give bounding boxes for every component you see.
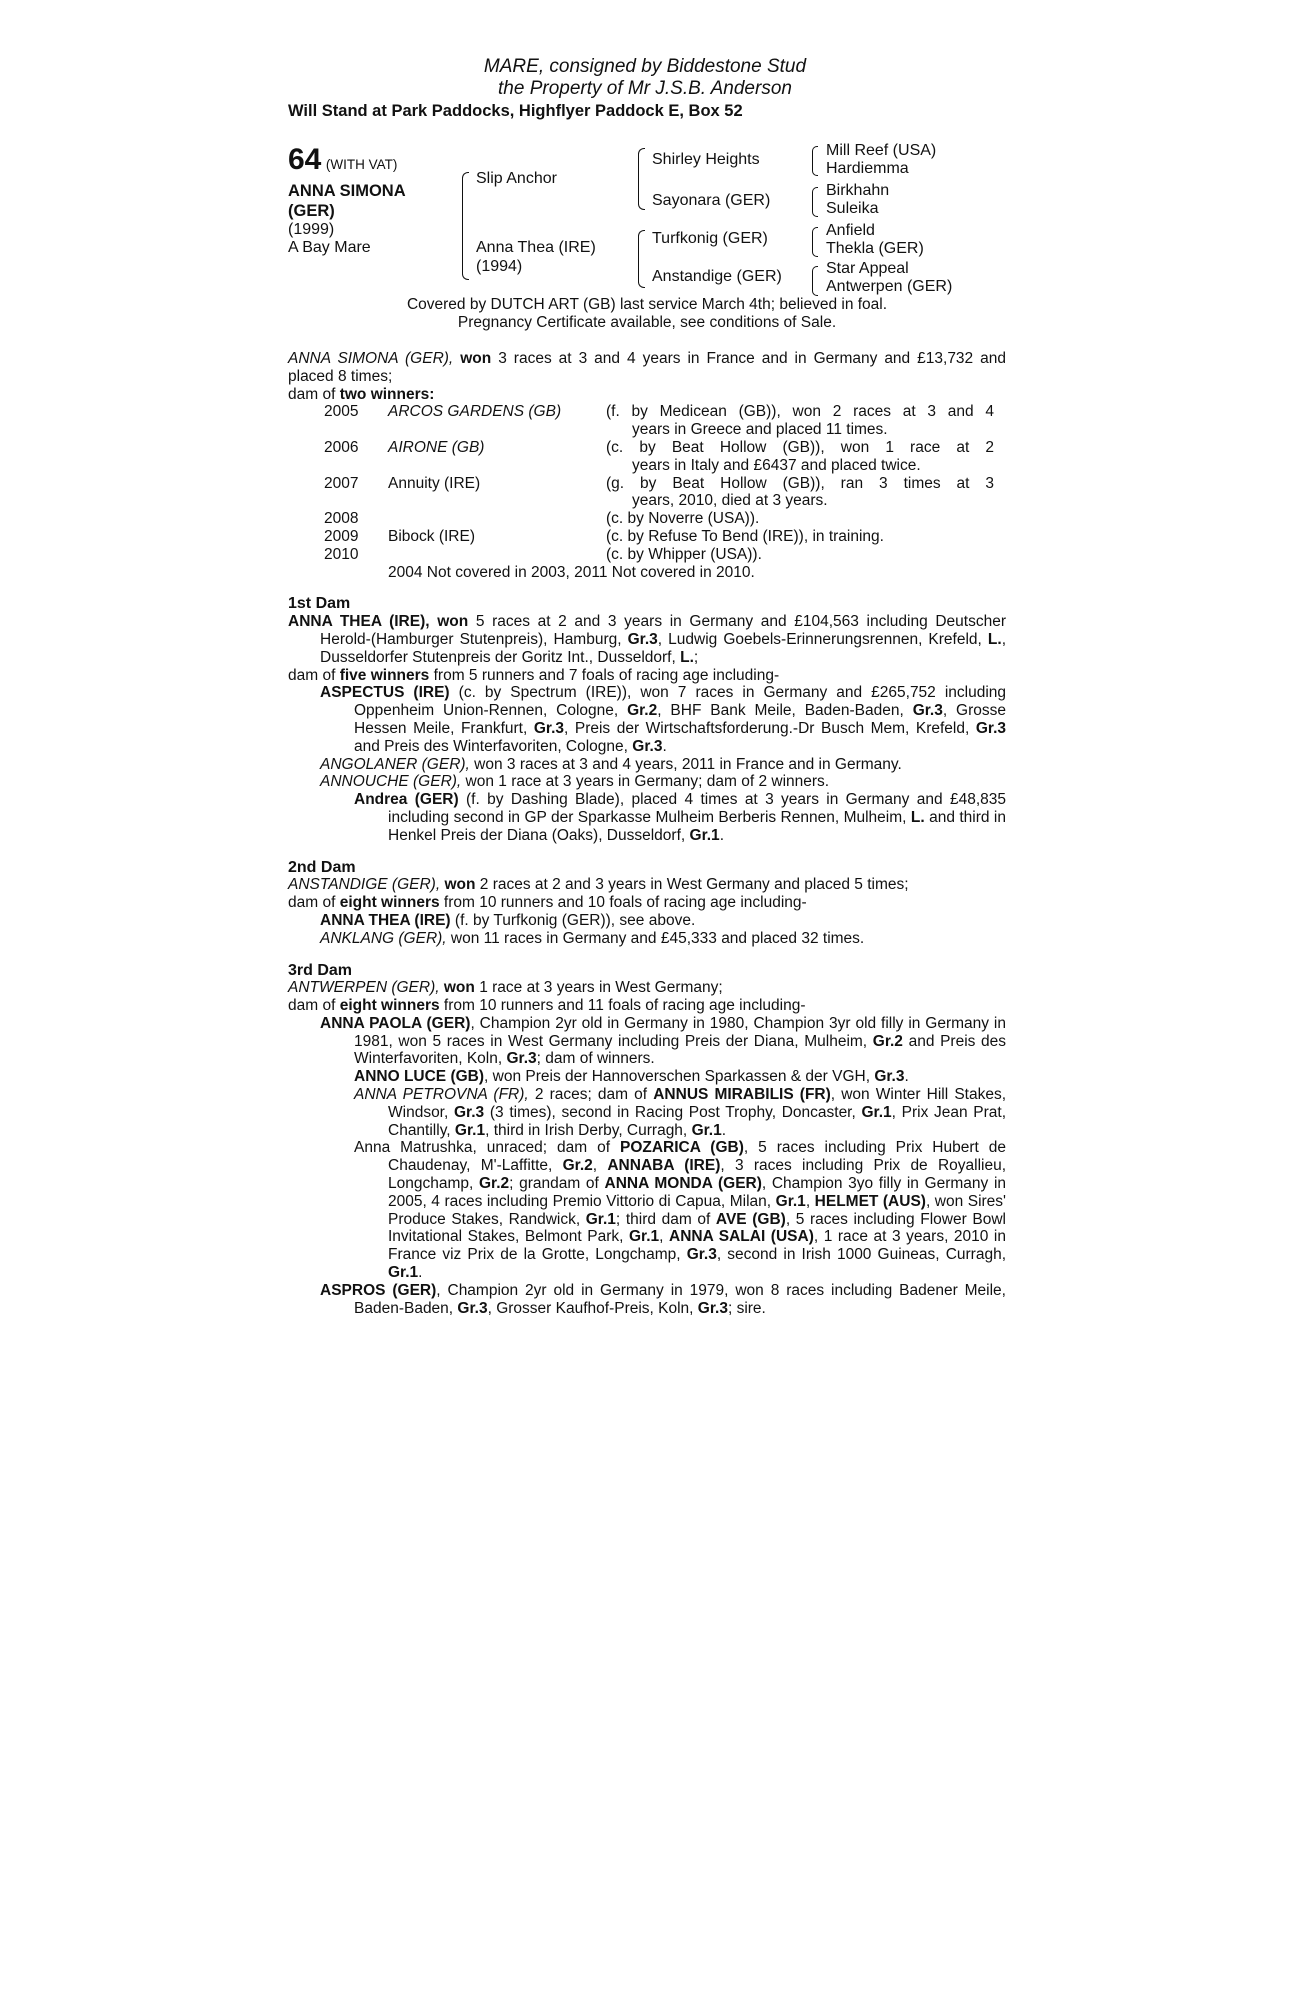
pedigree-gen3-a	[826, 142, 936, 178]
pedigree-dam-dam: Anstandige (GER)	[652, 268, 782, 285]
pedigree-brace-ds	[812, 227, 818, 257]
produce-description	[606, 528, 994, 546]
consignor-line: MARE, consigned by Biddestone Stud	[483, 56, 807, 77]
second-dam-produce: dam of eight winners from 10 runners and 10 foals of racing age including-	[288, 894, 807, 912]
produce-year: 2008	[324, 510, 359, 528]
andrea-record: Andrea (GER) (f. by Dashing Blade), placed 4 times at 3 years in Germany and £48,835 including second in GP der Sparkasse Mulheim Berberis Rennen, Mulheim, L. and third in Henkel Preis der Diana (Oaks), Dusseldorf, Gr.1.	[354, 791, 1006, 844]
lot-year: (1999)	[288, 221, 335, 238]
anna-petrovna-record: ANNA PETROVNA (FR), 2 races; dam of ANNUS MIRABILIS (FR), won Winter Hill Stakes, Windsor, Gr.3 (3 times), second in Racing Post Trophy, Doncaster, Gr.1, Prix Jean Prat, Chantilly, Gr.1, third in Irish Derby, Curragh, Gr.1.	[354, 1086, 1007, 1139]
produce-desc-line1: (c. by Refuse To Bend (IRE)), in training.	[606, 527, 884, 545]
produce-row	[288, 528, 1006, 546]
property-line: the Property of Mr J.S.B. Anderson	[498, 78, 792, 99]
produce-name	[388, 546, 606, 564]
lot-header	[288, 56, 1002, 122]
annouche-record: ANNOUCHE (GER), won 1 race at 3 years in Germany; dam of 2 winners.	[320, 773, 830, 791]
lot-name-line2: (GER)	[288, 202, 335, 220]
stand-line: Will Stand at Park Paddocks, Highflyer Paddock E, Box 52	[288, 102, 743, 120]
first-dam-name: ANNA THEA (IRE),	[288, 613, 430, 631]
produce-desc-line2: years, 2010, died at 3 years.	[632, 492, 828, 510]
anklang-record: ANKLANG (GER), won 11 races in Germany and £45,333 and placed 32 times.	[320, 929, 865, 947]
aspectus-name: ASPECTUS (IRE)	[320, 684, 450, 702]
produce-name: AIRONE (GB)	[388, 438, 485, 456]
pedigree-sss: Mill Reef (USA)	[826, 142, 937, 159]
produce-list	[288, 403, 1006, 563]
pedigree-dss: Anfield	[826, 222, 875, 239]
produce-desc-line1: (c. by Noverre (USA)).	[606, 510, 760, 528]
produce-year: 2009	[324, 527, 359, 545]
not-covered-note: 2004 Not covered in 2003, 2011 Not covered in 2010.	[388, 563, 755, 581]
first-dam-record: ANNA THEA (IRE), won 5 races at 2 and 3 years in Germany and £104,563 including Deutscher Herold-(Hamburger Stutenpreis), Hamburg, Gr.3, Ludwig Goebels-Erinnerungsrennen, Krefeld, L., Dusseldorfer Stutenpreis der Goritz Int., Dusseldorf, L.;	[288, 613, 1006, 666]
produce-row	[288, 475, 1006, 511]
lot-name	[288, 181, 406, 221]
pedigree-dds: Star Appeal	[826, 260, 909, 277]
pedigree-dam-year: (1994)	[476, 258, 523, 275]
mare-dam-of: dam of two winners:	[288, 385, 435, 403]
second-dam-heading: 2nd Dam	[288, 858, 356, 876]
third-dam-produce: dam of eight winners from 10 runners and 11 foals of racing age including-	[288, 997, 806, 1015]
produce-name: Bibock (IRE)	[388, 527, 475, 545]
anna-matrushka-record: Anna Matrushka, unraced; dam of POZARICA (GB), 5 races including Prix Hubert de Chaudenay, M'-Laffitte, Gr.2, ANNABA (IRE), 3 races including Prix de Royallieu, Longchamp, Gr.2; grandam of ANNA MONDA (GER), Champion 3yo filly in Germany in 2005, 4 races including Premio Vittorio di Capua, Milan, Gr.1, HELMET (AUS), won Sires' Produce Stakes, Randwick, Gr.1; third dam of AVE (GB), 5 races including Flower Bowl Invitational Stakes, Belmont Park, Gr.1, ANNA SALAI (USA), 1 race at 3 years, 2010 in France viz Prix de la Grotte, Longchamp, Gr.3, second in Irish 1000 Guineas, Curragh, Gr.1.	[354, 1139, 1007, 1282]
produce-description	[606, 546, 994, 564]
pedigree-dam-sire: Turfkonig (GER)	[652, 230, 768, 247]
produce-desc-line1: (c. by Beat Hollow (GB)), won 1 race at 2	[606, 438, 994, 456]
covered-line1: Covered by DUTCH ART (GB) last service March 4th; believed in foal.	[406, 296, 888, 313]
pedigree-dam: Anna Thea (IRE)	[476, 239, 596, 256]
pedigree-brace-dam	[638, 230, 645, 288]
anna-paola-record: ANNA PAOLA (GER), Champion 2yr old in Germany in 1980, Champion 3yr old filly in Germany in 1981, won 5 races in West Germany including Preis der Diana, Mulheim, Gr.2 and Preis des Winterfavoriten, Koln, Gr.3; dam of winners.	[320, 1014, 1007, 1068]
produce-row	[288, 403, 1006, 439]
produce-description	[606, 439, 994, 475]
pedigree-sdd: Suleika	[826, 200, 879, 217]
lot-name-line1: ANNA SIMONA	[288, 182, 406, 200]
pedigree-brace-ss	[812, 146, 818, 176]
produce-desc-line1: (c. by Whipper (USA)).	[606, 545, 762, 563]
aspros-record: ASPROS (GER), Champion 2yr old in Germany in 1979, won 8 races including Badener Meile, Baden-Baden, Gr.3, Grosser Kaufhof-Preis, Koln, Gr.3; sire.	[320, 1281, 1006, 1317]
first-dam-heading: 1st Dam	[288, 595, 351, 613]
produce-name: Annuity (IRE)	[388, 474, 481, 492]
pedigree-gen3-b	[826, 182, 889, 218]
mare-name: ANNA SIMONA (GER),	[288, 350, 454, 367]
angolaner-record: ANGOLANER (GER), won 3 races at 3 and 4 years, 2011 in France and in Germany.	[320, 755, 902, 773]
lot-details	[288, 221, 371, 257]
pedigree-sds: Birkhahn	[826, 182, 890, 199]
aspectus-record: ASPECTUS (IRE) (c. by Spectrum (IRE)), won 7 races in Germany and £265,752 including Oppenheim Union-Rennen, Cologne, Gr.2, BHF Bank Meile, Baden-Baden, Gr.3, Grosse Hessen Meile, Frankfurt, Gr.3, Preis der Wirtschaftsforderung.-Dr Busch Mem, Krefeld, Gr.3 and Preis des Winterfavoriten, Cologne, Gr.3.	[320, 684, 1007, 755]
vat-label: (WITH VAT)	[325, 157, 398, 172]
second-dam-record: ANSTANDIGE (GER), won 2 races at 2 and 3 years in West Germany and placed 5 times;	[288, 876, 909, 894]
pedigree-ssd: Hardiemma	[826, 160, 909, 177]
produce-description	[606, 403, 994, 439]
pedigree-gen3-d	[826, 260, 952, 296]
lot-number-block	[288, 143, 397, 177]
first-dam-produce: dam of five winners from 5 runners and 7 foals of racing age including-	[288, 666, 780, 684]
pedigree-dsd: Thekla (GER)	[826, 240, 924, 257]
produce-row	[288, 510, 1006, 528]
lot-number: 64	[288, 143, 322, 176]
pedigree-brace-dd	[812, 266, 818, 296]
pedigree-sire-sire: Shirley Heights	[652, 151, 760, 168]
pedigree-brace-main	[462, 172, 469, 280]
produce-desc-line1: (g. by Beat Hollow (GB)), ran 3 times at 3	[606, 474, 994, 492]
third-dam-record: ANTWERPEN (GER), won 1 race at 3 years in West Germany;	[288, 979, 723, 997]
produce-description	[606, 475, 994, 511]
produce-description	[606, 510, 994, 528]
pedigree-ddd: Antwerpen (GER)	[826, 278, 953, 295]
pedigree-sire: Slip Anchor	[476, 170, 557, 187]
produce-desc-line1: (f. by Medicean (GB)), won 2 races at 3 and 4	[606, 403, 994, 421]
pedigree-brace-sire	[638, 148, 645, 210]
produce-row	[288, 546, 1006, 564]
produce-desc-line2: years in Italy and £6437 and placed twice.	[632, 456, 921, 474]
pedigree-gen3-c	[826, 222, 924, 258]
lot-description: A Bay Mare	[288, 239, 371, 256]
mare-record: ANNA SIMONA (GER), won 3 races at 3 and 4 years in France and in Germany and £13,732 and placed 8 times;	[288, 350, 1007, 385]
produce-year: 2007	[324, 474, 359, 492]
produce-year: 2010	[324, 545, 359, 563]
produce-year: 2006	[324, 438, 359, 456]
produce-desc-line2: years in Greece and placed 11 times.	[632, 421, 888, 439]
covered-line2: Pregnancy Certificate available, see conditions of Sale.	[457, 313, 837, 331]
produce-name	[388, 510, 606, 528]
produce-row	[288, 439, 1006, 475]
third-dam-heading: 3rd Dam	[288, 961, 353, 979]
pedigree-brace-sd	[812, 187, 818, 217]
pedigree-sire-dam: Sayonara (GER)	[652, 192, 771, 209]
lot-body	[288, 350, 1006, 1317]
anna-thea-ref: ANNA THEA (IRE) (f. by Turfkonig (GER)), see above.	[320, 911, 696, 929]
anno-luce-record: ANNO LUCE (GB), won Preis der Hannoverschen Sparkassen & der VGH, Gr.3.	[354, 1068, 909, 1086]
covered-statement	[288, 296, 1006, 332]
produce-name: ARCOS GARDENS (GB)	[388, 403, 562, 421]
produce-year: 2005	[324, 403, 359, 421]
